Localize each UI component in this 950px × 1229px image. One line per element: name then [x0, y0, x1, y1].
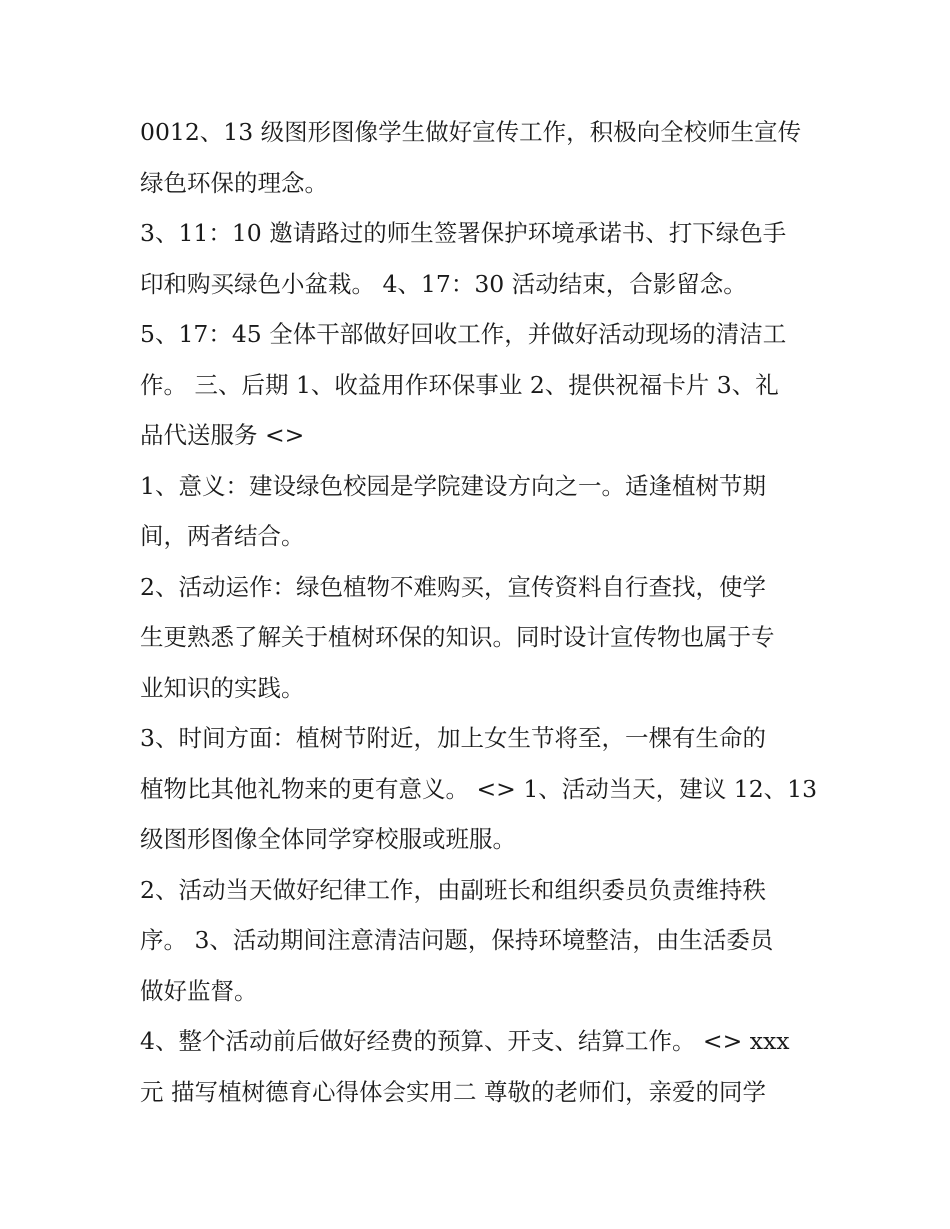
paragraph — [140, 107, 820, 208]
text-line: 级图形图像全体同学穿校服或班服。 — [140, 825, 516, 853]
text-line: 生更熟悉了解关于植树环保的知识。同时设计宣传物也属于专 — [140, 623, 775, 651]
text-line: 绿色环保的理念。 — [140, 168, 328, 197]
text-line: 元 描写植树德育心得体会实用二 尊敬的老师们，亲爱的同学 — [140, 1077, 766, 1106]
text-line: 1、意义：建设绿色校园是学院建设方向之一。适逢植树节期 — [140, 471, 766, 500]
text-line: 业知识的实践。 — [140, 673, 305, 702]
text-line: 作。 三、后期 1、收益用作环保事业 2、提供祝福卡片 3、礼 — [140, 370, 779, 399]
paragraph — [140, 1016, 820, 1117]
text-line: 植物比其他礼物来的更有意义。 <> 1、活动当天，建议 12、13 — [140, 774, 818, 803]
text-line: 3、11：10 邀请路过的师生签署保护环境承诺书、打下绿色手 — [140, 219, 787, 247]
text-line: 5、17：45 全体干部做好回收工作，并做好活动现场的清洁工 — [140, 320, 787, 348]
text-line: 2、活动当天做好纪律工作，由副班长和组织委员负责维持秩 — [140, 875, 766, 904]
text-line: 品代送服务 <> — [140, 421, 305, 449]
text-line: 2、活动运作：绿色植物不难购买，宣传资料自行查找，使学 — [140, 572, 766, 601]
text-line: 0012、13 级图形图像学生做好宣传工作，积极向全校师生宣传 — [140, 118, 802, 146]
text-line: 间，两者结合。 — [140, 522, 305, 550]
text-line: 印和购买绿色小盆栽。 4、17：30 活动结束，合影留念。 — [140, 269, 747, 298]
paragraph — [140, 562, 820, 714]
document-body — [140, 107, 820, 1117]
paragraph — [140, 713, 820, 865]
paragraph — [140, 208, 820, 309]
text-line: 3、时间方面：植树节附近，加上女生节将至，一棵有生命的 — [140, 724, 766, 752]
text-line: 序。 3、活动期间注意清洁问题，保持环境整洁，由生活委员 — [140, 926, 774, 954]
paragraph — [140, 865, 820, 1017]
paragraph — [140, 461, 820, 562]
paragraph — [140, 309, 820, 461]
text-line: 4、整个活动前后做好经费的预算、开支、结算工作。 <> xxx — [140, 1027, 790, 1055]
text-line: 做好监督。 — [140, 976, 258, 1005]
